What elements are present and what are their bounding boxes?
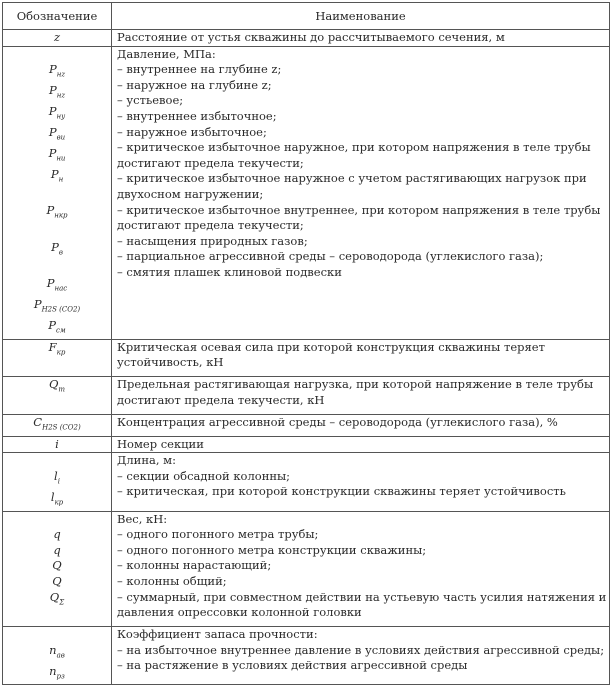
symbol: $Q_\Sigma$ [49,589,65,606]
symbol [3,47,111,63]
symbol: Q [52,573,62,588]
description-line: – суммарный, при совместном действии на устьевую часть усилия натяжения и [117,589,607,604]
symbol: $P_{нz}$ [48,83,66,100]
symbol-cell [3,339,112,376]
symbol [3,610,111,626]
description-cell [112,453,610,511]
description-line: – парциальное агрессивной среды – сероводорода (углекислого газа); [117,249,544,264]
symbol-cell [3,453,112,511]
description-cell [112,511,610,626]
symbol: $P_н$ [50,166,64,183]
description-line: Вес, кН: [117,511,168,526]
description-line: – насыщения природных газов; [117,233,308,248]
description-line: Давление, МПа: [117,46,216,61]
description-line: – колонны нарастающий; [117,558,272,573]
description-line: – критическое избыточное наружное, при котором напряжения в теле трубы [117,140,591,155]
description-line: Расстояние от устья скважины до рассчитываемого сечения, м [117,30,505,44]
description-line: достигают предела текучести, кН [117,392,325,407]
symbol: i [55,436,59,451]
symbol: $P_{ну}$ [48,103,66,121]
symbol-cell [3,414,112,436]
table-row [3,436,610,453]
description-cell [112,627,610,685]
table-row [3,511,610,626]
symbol: $P_{ви}$ [48,124,66,142]
symbol: $n_{рз}$ [49,663,65,680]
symbol: $P_{нz}$ [48,62,66,79]
description-line: Предельная растягивающая нагрузка, при которой напряжение в теле трубы [117,377,594,392]
symbol: $P_{нас}$ [46,276,68,293]
table-header-row [3,3,610,30]
description-line: Номер секции [117,436,204,451]
symbol [3,261,111,277]
symbol [3,361,111,377]
description-line: – внутреннее избыточное; [117,108,277,123]
table-row [3,339,610,376]
notation-table [2,2,610,685]
symbol [3,188,111,204]
description-line: – смятия плашек клиновой подвески [117,264,342,279]
symbol: $C_{H2S (CO2)}$ [33,414,81,432]
description-cell [112,339,610,376]
symbol [3,627,111,643]
symbol-cell [3,46,112,339]
description-line: Критическая осевая сила при которой конструкция скважины теряет [117,339,545,354]
symbol [3,453,111,469]
symbol [3,512,111,528]
description-line: – наружное избыточное; [117,124,267,139]
description-line: давления опрессовки колонной головки [117,605,362,620]
description-line: – внутреннее на глубине z; [117,62,282,77]
description-line: – устьевое; [117,93,184,108]
symbol [3,224,111,240]
symbol: q [53,527,61,542]
symbol: $P_{нкр}$ [46,203,68,220]
description-line: – секции обсадной колонны; [117,468,291,483]
description-line: двухосном нагружении; [117,186,264,201]
description-line: – критическая, при которой конструкции скважины теряет устойчивость [117,484,566,499]
description-line: – критическое избыточное наружное с учетом растягивающих нагрузок при [117,171,587,186]
symbol-cell [3,511,112,626]
symbol: $P_{ни}$ [48,145,66,163]
symbol: $Q_т$ [48,377,66,394]
description-cell [112,436,610,453]
header-symbol: Обозначение [3,3,112,30]
header-name: Наименование [112,3,610,30]
description-line: – одного погонного метра конструкции скважины; [117,542,427,557]
description-line: – одного погонного метра трубы; [117,527,319,542]
symbol: $P_в$ [51,239,63,256]
table-row [3,46,610,339]
table-row [3,414,610,436]
symbol: Q [52,558,62,573]
symbol: q [53,542,61,557]
description-cell [112,377,610,414]
table-body [3,30,610,685]
table-row [3,377,610,414]
description-line: Коэффициент запаса прочности: [117,627,318,642]
description-line: достигают предела текучести; [117,218,304,233]
description-line: – критическое избыточное внутреннее, при котором напряжения в теле трубы [117,202,601,217]
symbol-cell [3,436,112,453]
symbol [3,398,111,414]
symbol: $l_i$ [54,468,60,486]
description-cell [112,30,610,47]
description-line: – колонны общий; [117,573,227,588]
description-line: достигают предела текучести; [117,155,304,170]
description-line: – на растяжение в условиях действия агрессивной среды [117,658,468,673]
symbol-cell [3,627,112,685]
symbol: $F_{кр}$ [48,339,66,357]
description-line: устойчивость, кН [117,355,224,370]
symbol: $l_{кр}$ [50,489,64,506]
table-row [3,30,610,47]
description-line: Длина, м: [117,453,176,468]
symbol-cell [3,30,112,47]
description-line: – на избыточное внутреннее давление в условиях действия агрессивной среды; [117,642,605,657]
description-cell [112,46,610,339]
symbol-cell [3,377,112,414]
symbol: $P_{H2S (CO2)}$ [33,296,81,314]
description-line: Концентрация агрессивной среды – сероводорода (углекислого газа), % [117,414,558,429]
symbol: $n_{ав}$ [49,642,65,659]
table-row [3,453,610,511]
table-row [3,627,610,685]
description-line: – наружное на глубине z; [117,77,272,92]
symbol: z [53,30,61,44]
symbol: $P_{см}$ [48,317,66,335]
description-cell [112,414,610,436]
